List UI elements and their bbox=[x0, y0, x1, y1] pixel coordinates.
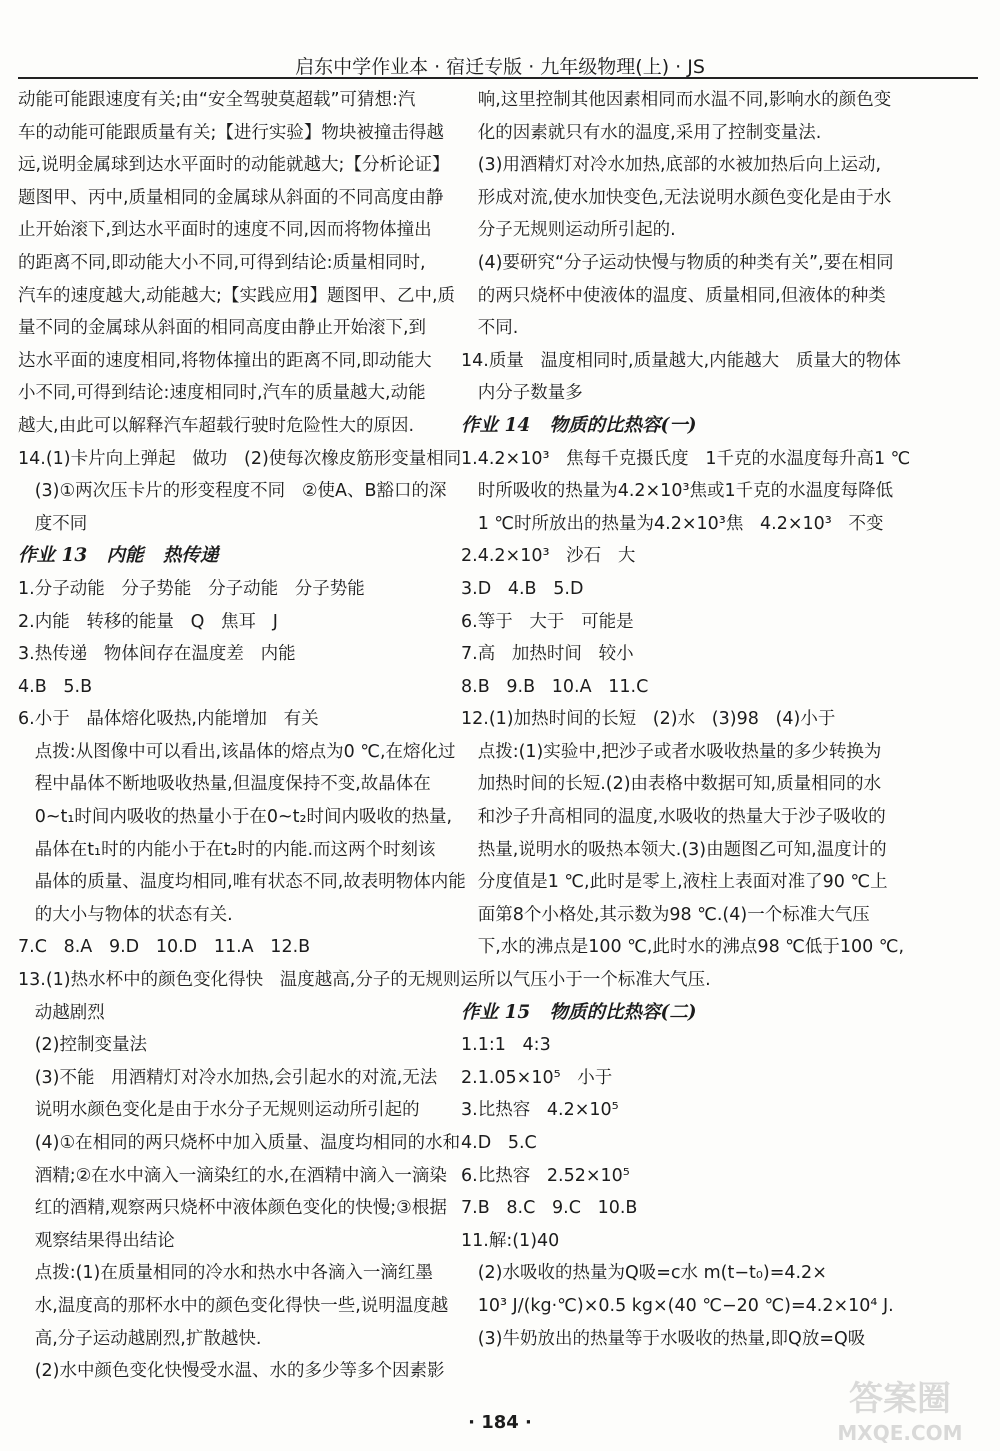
watermark-url: MXQE.COM bbox=[837, 1421, 963, 1445]
text-line: 1.分子动能 分子势能 分子动能 分子势能 bbox=[18, 578, 365, 599]
text-line: 时所吸收的热量为4.2×10³焦或1千克的水温度每降低 bbox=[461, 481, 894, 502]
text-line: (4)要研究“分子运动快慢与物质的种类有关”,要在相同 bbox=[461, 252, 894, 273]
text-line: 度不同 bbox=[18, 513, 88, 534]
watermark-logo bbox=[810, 1368, 990, 1448]
text-line: 越大,由此可以解释汽车超载行驶时危险性大的原因. bbox=[18, 415, 415, 436]
text-line: 点拨:(1)在质量相同的冷水和热水中各滴入一滴红墨 bbox=[18, 1263, 433, 1284]
section-heading: 作业 13 内能 热传递 bbox=[18, 545, 219, 567]
watermark-text: 答案圈 bbox=[849, 1379, 951, 1419]
text-line: 3.比热容 4.2×10⁵ bbox=[461, 1100, 619, 1121]
text-line: 止开始滚下,到达水平面时的速度不同,因而将物体撞出 bbox=[18, 220, 432, 241]
left-column bbox=[18, 84, 478, 1388]
text-line: (4)①在相同的两只烧杯中加入质量、温度均相同的水和 bbox=[18, 1133, 461, 1153]
text-line: 加热时间的长短.(2)由表格中数据可知,质量相同的水 bbox=[461, 774, 882, 795]
text-line: 13.(1)热水杯中的颜色变化得快 温度越高,分子的无规则运 bbox=[18, 970, 478, 991]
text-line: 4.D 5.C bbox=[461, 1133, 537, 1153]
text-line: 题图甲、丙中,质量相同的金属球从斜面的不同高度由静 bbox=[18, 187, 444, 208]
text-line: 8.B 9.B 10.A 11.C bbox=[461, 676, 649, 697]
text-line: 4.B 5.B bbox=[18, 676, 93, 697]
text-line: 10³ J/(kg·℃)×0.5 kg×(40 ℃−20 ℃)=4.2×10⁴ J. bbox=[461, 1295, 894, 1316]
text-line: 水,温度高的那杯水中的颜色变化得快一些,说明温度越 bbox=[18, 1295, 449, 1316]
text-line: 远,说明金属球到达水平面时的动能就越大;【分析论证】 bbox=[18, 155, 450, 176]
right-column bbox=[461, 84, 981, 1355]
text-line: 化的因素就只有水的温度,采用了控制变量法. bbox=[461, 122, 822, 143]
text-line: 分子无规则运动所引起的. bbox=[461, 220, 676, 241]
text-line: 1 ℃时所放出的热量为4.2×10³焦 4.2×10³ 不变 bbox=[461, 513, 884, 534]
text-line: 说明水颜色变化是由于水分子无规则运动所引起的 bbox=[18, 1100, 420, 1121]
text-line: 响,这里控制其他因素相同而水温不同,影响水的颜色变 bbox=[461, 90, 892, 110]
text-line: (2)控制变量法 bbox=[18, 1035, 147, 1056]
section-heading: 作业 14 物质的比热容(一) bbox=[461, 414, 697, 436]
text-line: 的距离不同,即动能大小不同,可得到结论:质量相同时, bbox=[18, 252, 426, 273]
text-line: 0~t₁时间内吸收的热量小于在0~t₂时间内吸收的热量, bbox=[18, 807, 453, 828]
text-line: 量不同的金属球从斜面的相同高度由静止开始滚下,到 bbox=[18, 318, 427, 339]
text-line: 车的动能可能跟质量有关;【进行实验】物块被撞击得越 bbox=[18, 122, 444, 143]
text-line: 3.D 4.B 5.D bbox=[461, 578, 584, 599]
text-line: (3)用酒精灯对冷水加热,底部的水被加热后向上运动, bbox=[461, 155, 882, 176]
text-line: 热量,说明水的吸热本领大.(3)由题图乙可知,温度计的 bbox=[461, 839, 887, 860]
text-line: 红的酒精,观察两只烧杯中液体颜色变化的快慢;③根据 bbox=[18, 1198, 447, 1219]
header-rule bbox=[18, 77, 978, 79]
text-line: 和沙子升高相同的温度,水吸收的热量大于沙子吸收的 bbox=[461, 807, 886, 828]
text-line: 14.(1)卡片向上弹起 做功 (2)使每次橡皮筋形变量相同 bbox=[18, 448, 462, 469]
text-line: 6.比热容 2.52×10⁵ bbox=[461, 1165, 630, 1186]
text-line: (3)牛奶放出的热量等于水吸收的热量,即Q放=Q吸 bbox=[461, 1328, 866, 1349]
text-line: 2.1.05×10⁵ 小于 bbox=[461, 1067, 613, 1088]
text-line: 1.4.2×10³ 焦每千克摄氏度 1千克的水温度每升高1 ℃ bbox=[461, 448, 911, 469]
text-line: 所以气压小于一个标准大气压. bbox=[461, 970, 711, 991]
text-line: 7.高 加热时间 较小 bbox=[461, 644, 634, 665]
text-line: 的两只烧杯中使液体的温度、质量相同,但液体的种类 bbox=[461, 285, 886, 306]
section-heading: 作业 15 物质的比热容(二) bbox=[461, 1001, 697, 1023]
text-line: 6.等于 大于 可能是 bbox=[461, 611, 634, 632]
text-line: 7.B 8.C 9.C 10.B bbox=[461, 1198, 638, 1219]
text-line: 晶体在t₁时的内能小于在t₂时的内能.而这两个时刻该 bbox=[18, 839, 436, 860]
text-line: 6.小于 晶体熔化吸热,内能增加 有关 bbox=[18, 709, 319, 730]
text-line: 2.内能 转移的能量 Q 焦耳 J bbox=[18, 611, 278, 632]
text-line: (3)①两次压卡片的形变程度不同 ②使A、B豁口的深 bbox=[18, 481, 447, 502]
text-line: 小不同,可得到结论:速度相同时,汽车的质量越大,动能 bbox=[18, 383, 426, 404]
text-line: 晶体的质量、温度均相同,唯有状态不同,故表明物体内能 bbox=[18, 872, 466, 893]
text-line: 高,分子运动越剧烈,扩散越快. bbox=[18, 1328, 262, 1349]
text-line: 7.C 8.A 9.D 10.D 11.A 12.B bbox=[18, 937, 311, 958]
text-line: 酒精;②在水中滴入一滴染红的水,在酒精中滴入一滴染 bbox=[18, 1165, 447, 1186]
text-line: 观察结果得出结论 bbox=[18, 1230, 175, 1251]
text-line: 14.质量 温度相同时,质量越大,内能越大 质量大的物体 bbox=[461, 350, 901, 371]
text-line: 11.解:(1)40 bbox=[461, 1230, 560, 1251]
text-line: (3)不能 用酒精灯对冷水加热,会引起水的对流,无法 bbox=[18, 1067, 438, 1088]
text-line: 形成对流,使水加快变色,无法说明水颜色变化是由于水 bbox=[461, 187, 892, 208]
text-line: 动能可能跟速度有关;由“安全驾驶莫超载”可猜想:汽 bbox=[18, 90, 416, 110]
text-line: 1.1:1 4:3 bbox=[461, 1035, 551, 1056]
text-line: (2)水中颜色变化快慢受水温、水的多少等多个因素影 bbox=[18, 1361, 445, 1382]
page-header: 启东中学作业本 · 宿迁专版 · 九年级物理(上) · JS bbox=[295, 56, 705, 78]
text-line: 12.(1)加热时间的长短 (2)水 (3)98 (4)小于 bbox=[461, 709, 836, 730]
text-line: 汽车的速度越大,动能越大;【实践应用】题图甲、乙中,质 bbox=[18, 285, 456, 306]
text-line: 3.热传递 物体间存在温度差 内能 bbox=[18, 644, 296, 665]
text-line: 程中晶体不断地吸收热量,但温度保持不变,故晶体在 bbox=[18, 774, 431, 795]
text-line: (2)水吸收的热量为Q吸=c水 m(t−t₀)=4.2× bbox=[461, 1263, 827, 1284]
text-line: 面第8个小格处,其示数为98 ℃.(4)一个标准大气压 bbox=[461, 904, 870, 925]
text-line: 内分子数量多 bbox=[461, 383, 583, 404]
text-line: 达水平面的速度相同,将物体撞出的距离不同,即动能大 bbox=[18, 350, 432, 371]
text-line: 2.4.2×10³ 沙石 大 bbox=[461, 546, 636, 567]
text-line: 分度值是1 ℃,此时是零上,液柱上表面对准了90 ℃上 bbox=[461, 872, 888, 893]
page-number: · 184 · bbox=[468, 1412, 532, 1433]
text-line: 动越剧烈 bbox=[18, 1002, 105, 1023]
text-line: 不同. bbox=[461, 318, 519, 339]
text-line: 下,水的沸点是100 ℃,此时水的沸点98 ℃低于100 ℃, bbox=[461, 937, 905, 958]
text-line: 点拨:从图像中可以看出,该晶体的熔点为0 ℃,在熔化过 bbox=[18, 741, 456, 762]
text-line: 的大小与物体的状态有关. bbox=[18, 904, 233, 925]
text-line: 点拨:(1)实验中,把沙子或者水吸收热量的多少转换为 bbox=[461, 741, 882, 762]
